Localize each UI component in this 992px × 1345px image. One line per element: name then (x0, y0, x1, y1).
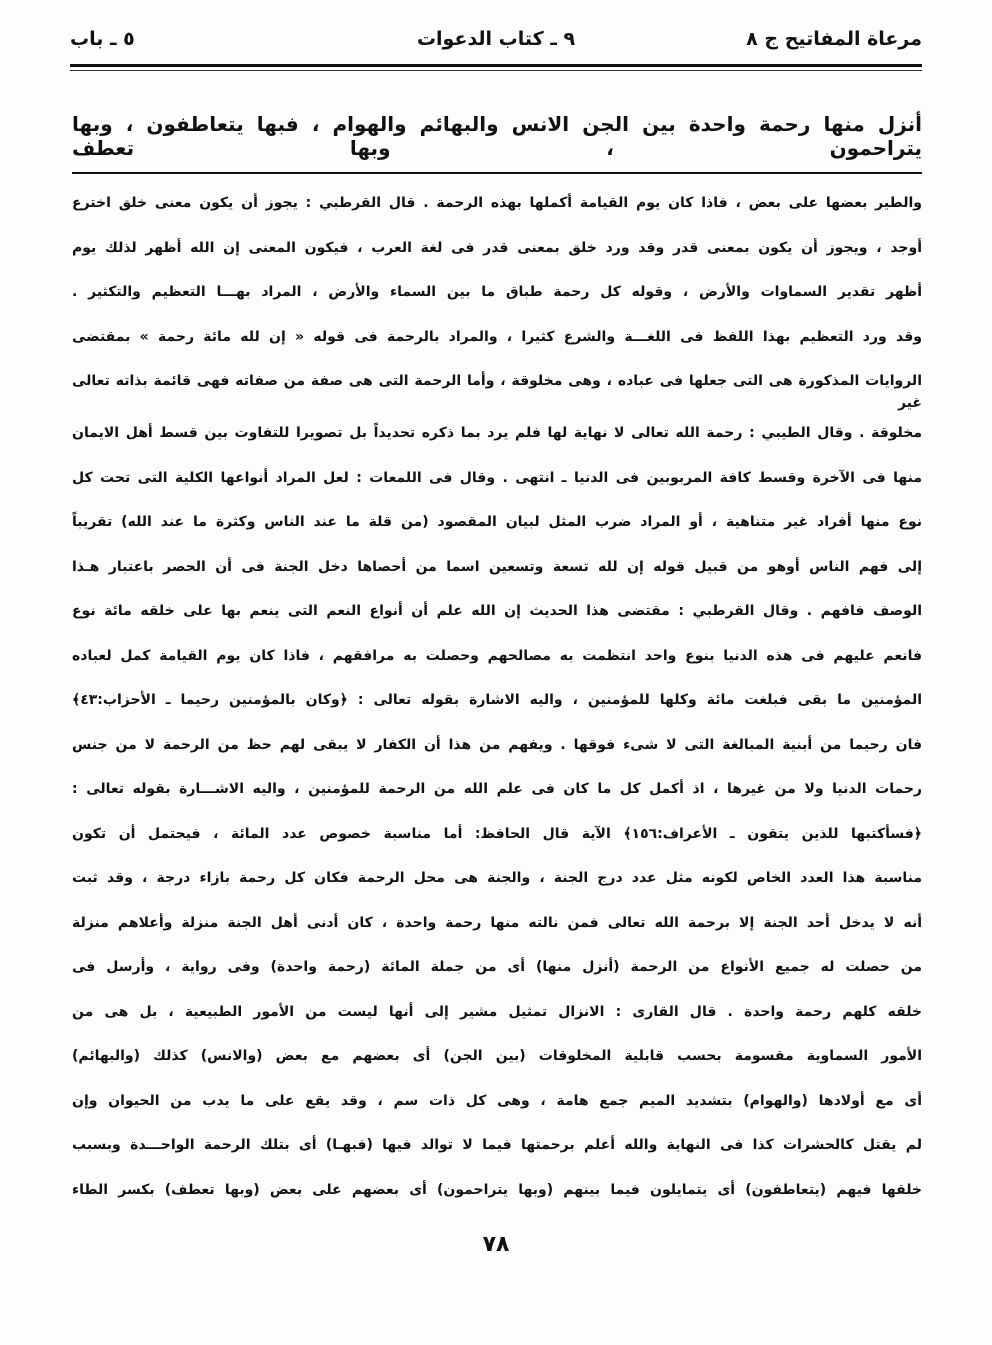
commentary-line: منها فى الآخرة وقسط كافة المربوبين فى الدنيا ـ انتهى . وقال فى اللمعات : لعل المراد أنواعها الكلية التى تحت كل (72, 469, 922, 486)
book-title: مرعاة المفاتيح ج ٨ (746, 28, 922, 50)
section-title: ٥ ـ باب (70, 28, 135, 50)
commentary-line: رحمات الدنيا ولا من غيرها ، اذ أكمل كل ما كان فى علم الله من الرحمة للمؤمنين ، واليه الاشـــارة بقوله تعالى : (72, 781, 922, 797)
header-rule (70, 64, 922, 67)
commentary-line: الأمور السماوية مقسومة بحسب قابلية المخلوقات (بين الجن) أى بعضهم مع بعض (والانس) كذلك (والبهائم) (72, 1048, 922, 1064)
commentary-divider (72, 172, 922, 174)
commentary-line: الوصف فافهم . وقال القرطبي : مقتضى هذا الحديث إن الله علم أن أنواع النعم التى ينعم بها على خلقه مائة نوع (72, 603, 922, 619)
running-header (70, 28, 922, 62)
commentary-line: المؤمنين ما بقى فبلغت مائة وكلها للمؤمنين ، واليه الاشارة بقوله تعالى : ﴿وكان بالمؤمنين رحيما ـ الأحزاب:٤٣﴾ (72, 692, 922, 708)
commentary-body (72, 184, 922, 1215)
commentary-line: أى مع أولادها (والهوام) بتشديد الميم جمع هامة ، وهى كل ذات سم ، وقد يقع على ما يدب من الحيوان وإن (72, 1092, 922, 1109)
chapter-title: ٩ ـ كتاب الدعوات (416, 28, 576, 50)
header-rule-thin (70, 70, 922, 71)
commentary-line: لم يقتل كالحشرات كذا فى النهاية والله أعلم برحمتها فيما لا توالد فيها (فبهـا) أى بتلك الرحمة الواحـــدة وبسبب (72, 1137, 922, 1153)
commentary-line: أظهر تقدير السماوات والأرض ، وقوله كل رحمة طباق ما بين السماء والأرض ، المراد بهـــا التعظيم والتكثير . (72, 284, 922, 300)
page-number: ٧٨ (482, 1232, 510, 1257)
commentary-line: فانعم عليهم فى هذه الدنيا بنوع واحد انتظمت به مصالحهم وحصلت به مرافقهم ، فاذا كان يوم القيامة كمل لعباده (72, 647, 922, 664)
commentary-line: نوع منها أفراد غير متناهية ، أو المراد ضرب المثل لبيان المقصود (من قلة ما عند الناس وكثرة ما عند الله) تقريباً (72, 514, 922, 530)
commentary-line: ﴿فسأكتبها للذين يتقون ـ الأعراف:١٥٦﴾ الآية قال الحافظ: أما مناسبة خصوص عدد المائة ، فيحتمل أن تكون (72, 825, 922, 842)
commentary-line: الروايات المذكورة هى التى جعلها فى عباده ، وهى مخلوقة ، وأما الرحمة التى هى صفة من صفاته فهى قائمة بذاته تعالى غير (72, 373, 922, 411)
commentary-line: مخلوقة . وقال الطيبي : رحمة الله تعالى لا نهاية لها فلم يرد بما ذكره تحديداً بل تصويرا للتفاوت بين قسط أهل الايمان (72, 425, 922, 441)
commentary-line: خلقه كلهم رحمة واحدة . قال القارى : الانزال تمثيل مشير إلى أنها ليست من الأمور الطبيعية ، بل هى من (72, 1003, 922, 1020)
commentary-line: أوجد ، ويجوز أن يكون بمعنى قدر وقد ورد خلق بمعنى قدر فى لغة العرب ، فيكون المعنى إن الله أظهر لذلك يوم (72, 239, 922, 256)
commentary-line: مناسبة هذا العدد الخاص لكونه مثل عدد درج الجنة ، والجنة هى محل الرحمة فكان كل رحمة بازاء درجة ، وقد ثبت (72, 870, 922, 886)
commentary-line: والطير بعضها على بعض ، فاذا كان يوم القيامة أكملها بهذه الرحمة . قال القرطبي : يجوز أن يكون معنى خلق اخترع (72, 195, 922, 211)
commentary-line: وقد ورد التعظيم بهذا اللفظ فى اللغـــة والشرع كثيرا ، والمراد بالرحمة فى قوله « إن لله مائة رحمة » بمقتضى (72, 328, 922, 345)
hadith-text: أنزل منها رحمة واحدة بين الجن الانس والبهائم والهوام ، فبها يتعاطفون ، وبها يتراحمون ، وبها تعطف (72, 112, 922, 160)
commentary-line: فان رحيما من أبنية المبالغة التى لا شىء فوقها . ويفهم من هذا أن الكفار لا يبقى لهم حظ من الرحمة لا من جنس (72, 736, 922, 753)
commentary-line: إلى فهم الناس أوهو من قبيل قوله إن لله تسعة وتسعين اسما من أحصاها دخل الجنة فى أن الحصر باعتبار هـذا (72, 558, 922, 575)
commentary-line: خلقها فيهم (يتعاطفون) أى يتمايلون فيما بينهم (وبها يتراحمون) أى بعضهم على بعض (وبها تعطف) بكسر الطاء (72, 1181, 922, 1198)
commentary-line: من حصلت له جميع الأنواع من الرحمة (أنزل منها) أى من جملة المائة (رحمة واحدة) وفى رواية ، وأرسل فى (72, 959, 922, 975)
commentary-line: أنه لا يدخل أحد الجنة إلا برحمة الله تعالى فمن نالته منها رحمة واحدة ، كان أدنى أهل الجنة منزلة وأعلاهم منزلة (72, 914, 922, 931)
